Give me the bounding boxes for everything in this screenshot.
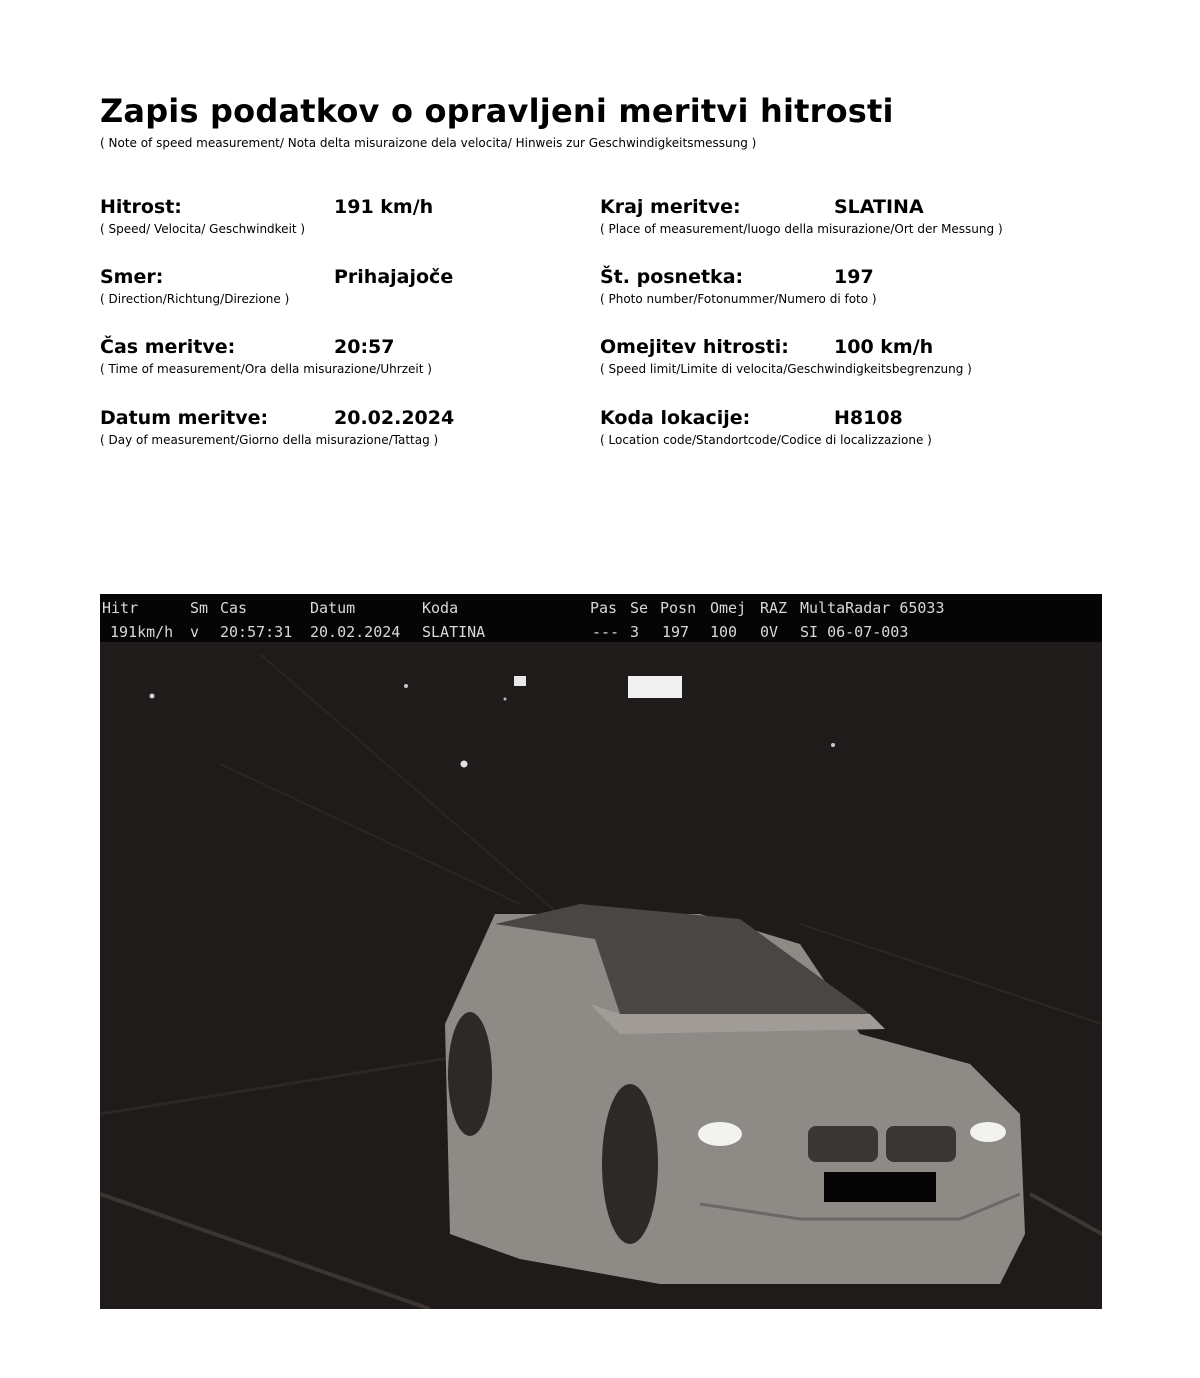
field-place-translation: ( Place of measurement/luogo della misurazione/Ort der Messung ) [600,222,1003,236]
overlay-header-koda: Koda [422,599,459,617]
overlay-header-device: MultaRadar 65033 [800,599,945,617]
overlay-header-sm: Sm [190,599,209,617]
field-time-translation: ( Time of measurement/Ora della misurazione/Uhrzeit ) [100,362,432,376]
field-direction [100,266,580,316]
field-date-label: Datum meritve: [100,407,269,429]
field-speed-limit-value: 100 km/h [834,336,934,358]
field-direction-label: Smer: [100,266,164,288]
field-speed-translation: ( Speed/ Velocita/ Geschwindkeit ) [100,222,306,236]
field-place-label: Kraj meritve: [600,196,741,218]
field-direction-translation: ( Direction/Richtung/Direzione ) [100,292,290,306]
field-date [100,407,580,457]
overlay-value-se: 3 [630,623,640,641]
overlay-header-se: Se [630,599,649,617]
field-speed [100,196,580,246]
field-photo-number-value: 197 [834,266,874,288]
radar-photo [100,594,1102,1309]
field-speed-limit-label: Omejitev hitrosti: [600,336,789,358]
field-direction-value: Prihajajoče [334,266,454,288]
field-speed-limit [600,336,1080,386]
overlay-header-posn: Posn [660,599,697,617]
overlay-header-cas: Cas [220,599,248,617]
overlay-value-posn: 197 [662,623,690,641]
overlay-value-sm: v [190,623,200,641]
page-subtitle: ( Note of speed measurement/ Nota delta misuraizone dela velocita/ Hinweis zur Geschwindigkeitsmessung ) [100,136,757,150]
field-time-value: 20:57 [334,336,395,358]
field-speed-limit-translation: ( Speed limit/Limite di velocita/Geschwindigkeitsbegrenzung ) [600,362,972,376]
overlay-value-koda: SLATINA [422,623,486,641]
field-photo-number-label: Št. posnetka: [600,266,744,288]
overlay-value-device: SI 06-07-003 [800,623,909,641]
radar-photo-scene [100,594,1102,1309]
overlay-value-hitr: 191km/h [110,623,174,641]
overlay-value-raz: 0V [760,623,779,641]
overlay-value-datum: 20.02.2024 [310,623,401,641]
overlay-value-pas: --- [592,623,620,641]
overlay-header-hitr: Hitr [102,599,139,617]
field-location-code-label: Koda lokacije: [600,407,751,429]
overlay-header-omej: Omej [710,599,747,617]
field-location-code [600,407,1080,457]
field-location-code-value: H8108 [834,407,903,429]
overlay-header-pas: Pas [590,599,618,617]
field-time-label: Čas meritve: [100,336,236,358]
field-date-translation: ( Day of measurement/Giorno della misurazione/Tattag ) [100,433,439,447]
field-photo-number [600,266,1080,316]
field-place [600,196,1080,246]
field-time [100,336,580,386]
field-date-value: 20.02.2024 [334,407,455,429]
overlay-header-raz: RAZ [760,599,788,617]
page-title: Zapis podatkov o opravljeni meritvi hitrosti [100,92,894,130]
field-place-value: SLATINA [834,196,924,218]
field-photo-number-translation: ( Photo number/Fotonummer/Numero di foto ) [600,292,877,306]
field-speed-value: 191 km/h [334,196,434,218]
field-location-code-translation: ( Location code/Standortcode/Codice di localizzazione ) [600,433,932,447]
overlay-header-datum: Datum [310,599,356,617]
overlay-value-omej: 100 [710,623,738,641]
field-speed-label: Hitrost: [100,196,182,218]
overlay-value-cas: 20:57:31 [220,623,293,641]
